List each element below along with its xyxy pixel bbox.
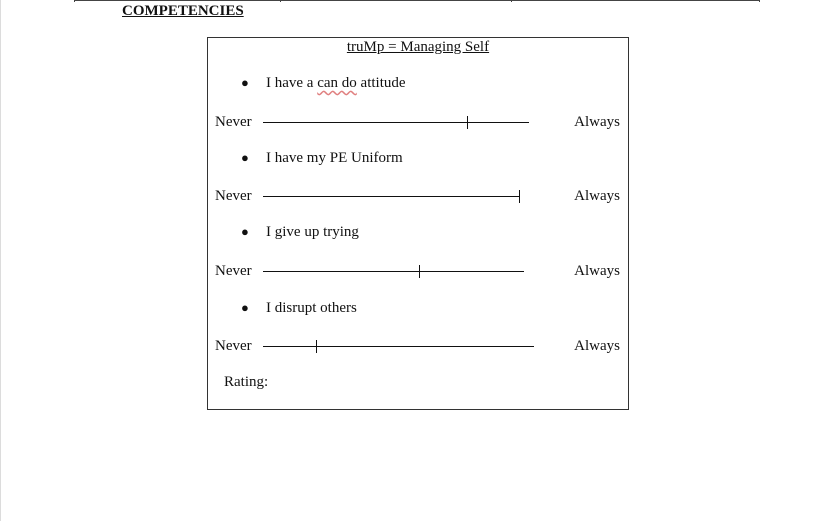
statement-text: I have a can do attitude xyxy=(266,75,406,91)
box-title: truMp = Managing Self xyxy=(346,39,490,55)
always-label: Always xyxy=(574,114,620,130)
table-bottom-border xyxy=(74,0,760,1)
bullet-icon: ● xyxy=(241,75,249,90)
table-cell-divider xyxy=(511,0,512,2)
scale-line xyxy=(263,122,529,123)
table-cell-divider xyxy=(280,0,281,2)
scale-line xyxy=(263,196,520,197)
always-label: Always xyxy=(574,188,620,204)
never-label: Never xyxy=(215,338,252,354)
table-cell-divider xyxy=(759,0,760,2)
rating-scale xyxy=(208,263,628,283)
bullet-icon: ● xyxy=(241,300,249,315)
page-left-edge xyxy=(0,0,1,521)
statement-text: I have my PE Uniform xyxy=(266,150,403,166)
rating-scale xyxy=(208,338,628,358)
statement-text: I disrupt others xyxy=(266,300,357,316)
spellcheck-highlight: can do xyxy=(317,75,357,91)
rating-scale xyxy=(208,188,628,208)
never-label: Never xyxy=(215,114,252,130)
always-label: Always xyxy=(574,338,620,354)
rating-scale xyxy=(208,114,628,134)
always-label: Always xyxy=(574,263,620,279)
managing-self-box xyxy=(207,37,629,410)
table-cell-divider xyxy=(74,0,75,2)
scale-marker[interactable] xyxy=(316,340,317,353)
bullet-icon: ● xyxy=(241,150,249,165)
never-label: Never xyxy=(215,263,252,279)
scale-line xyxy=(263,346,534,347)
rating-label: Rating: xyxy=(224,374,269,390)
section-heading: COMPETENCIES xyxy=(122,3,244,19)
scale-marker[interactable] xyxy=(419,265,420,278)
statement-text: I give up trying xyxy=(266,224,359,240)
scale-marker[interactable] xyxy=(467,116,468,129)
scale-line xyxy=(263,271,524,272)
bullet-icon: ● xyxy=(241,224,249,239)
scale-marker[interactable] xyxy=(519,190,520,203)
never-label: Never xyxy=(215,188,252,204)
